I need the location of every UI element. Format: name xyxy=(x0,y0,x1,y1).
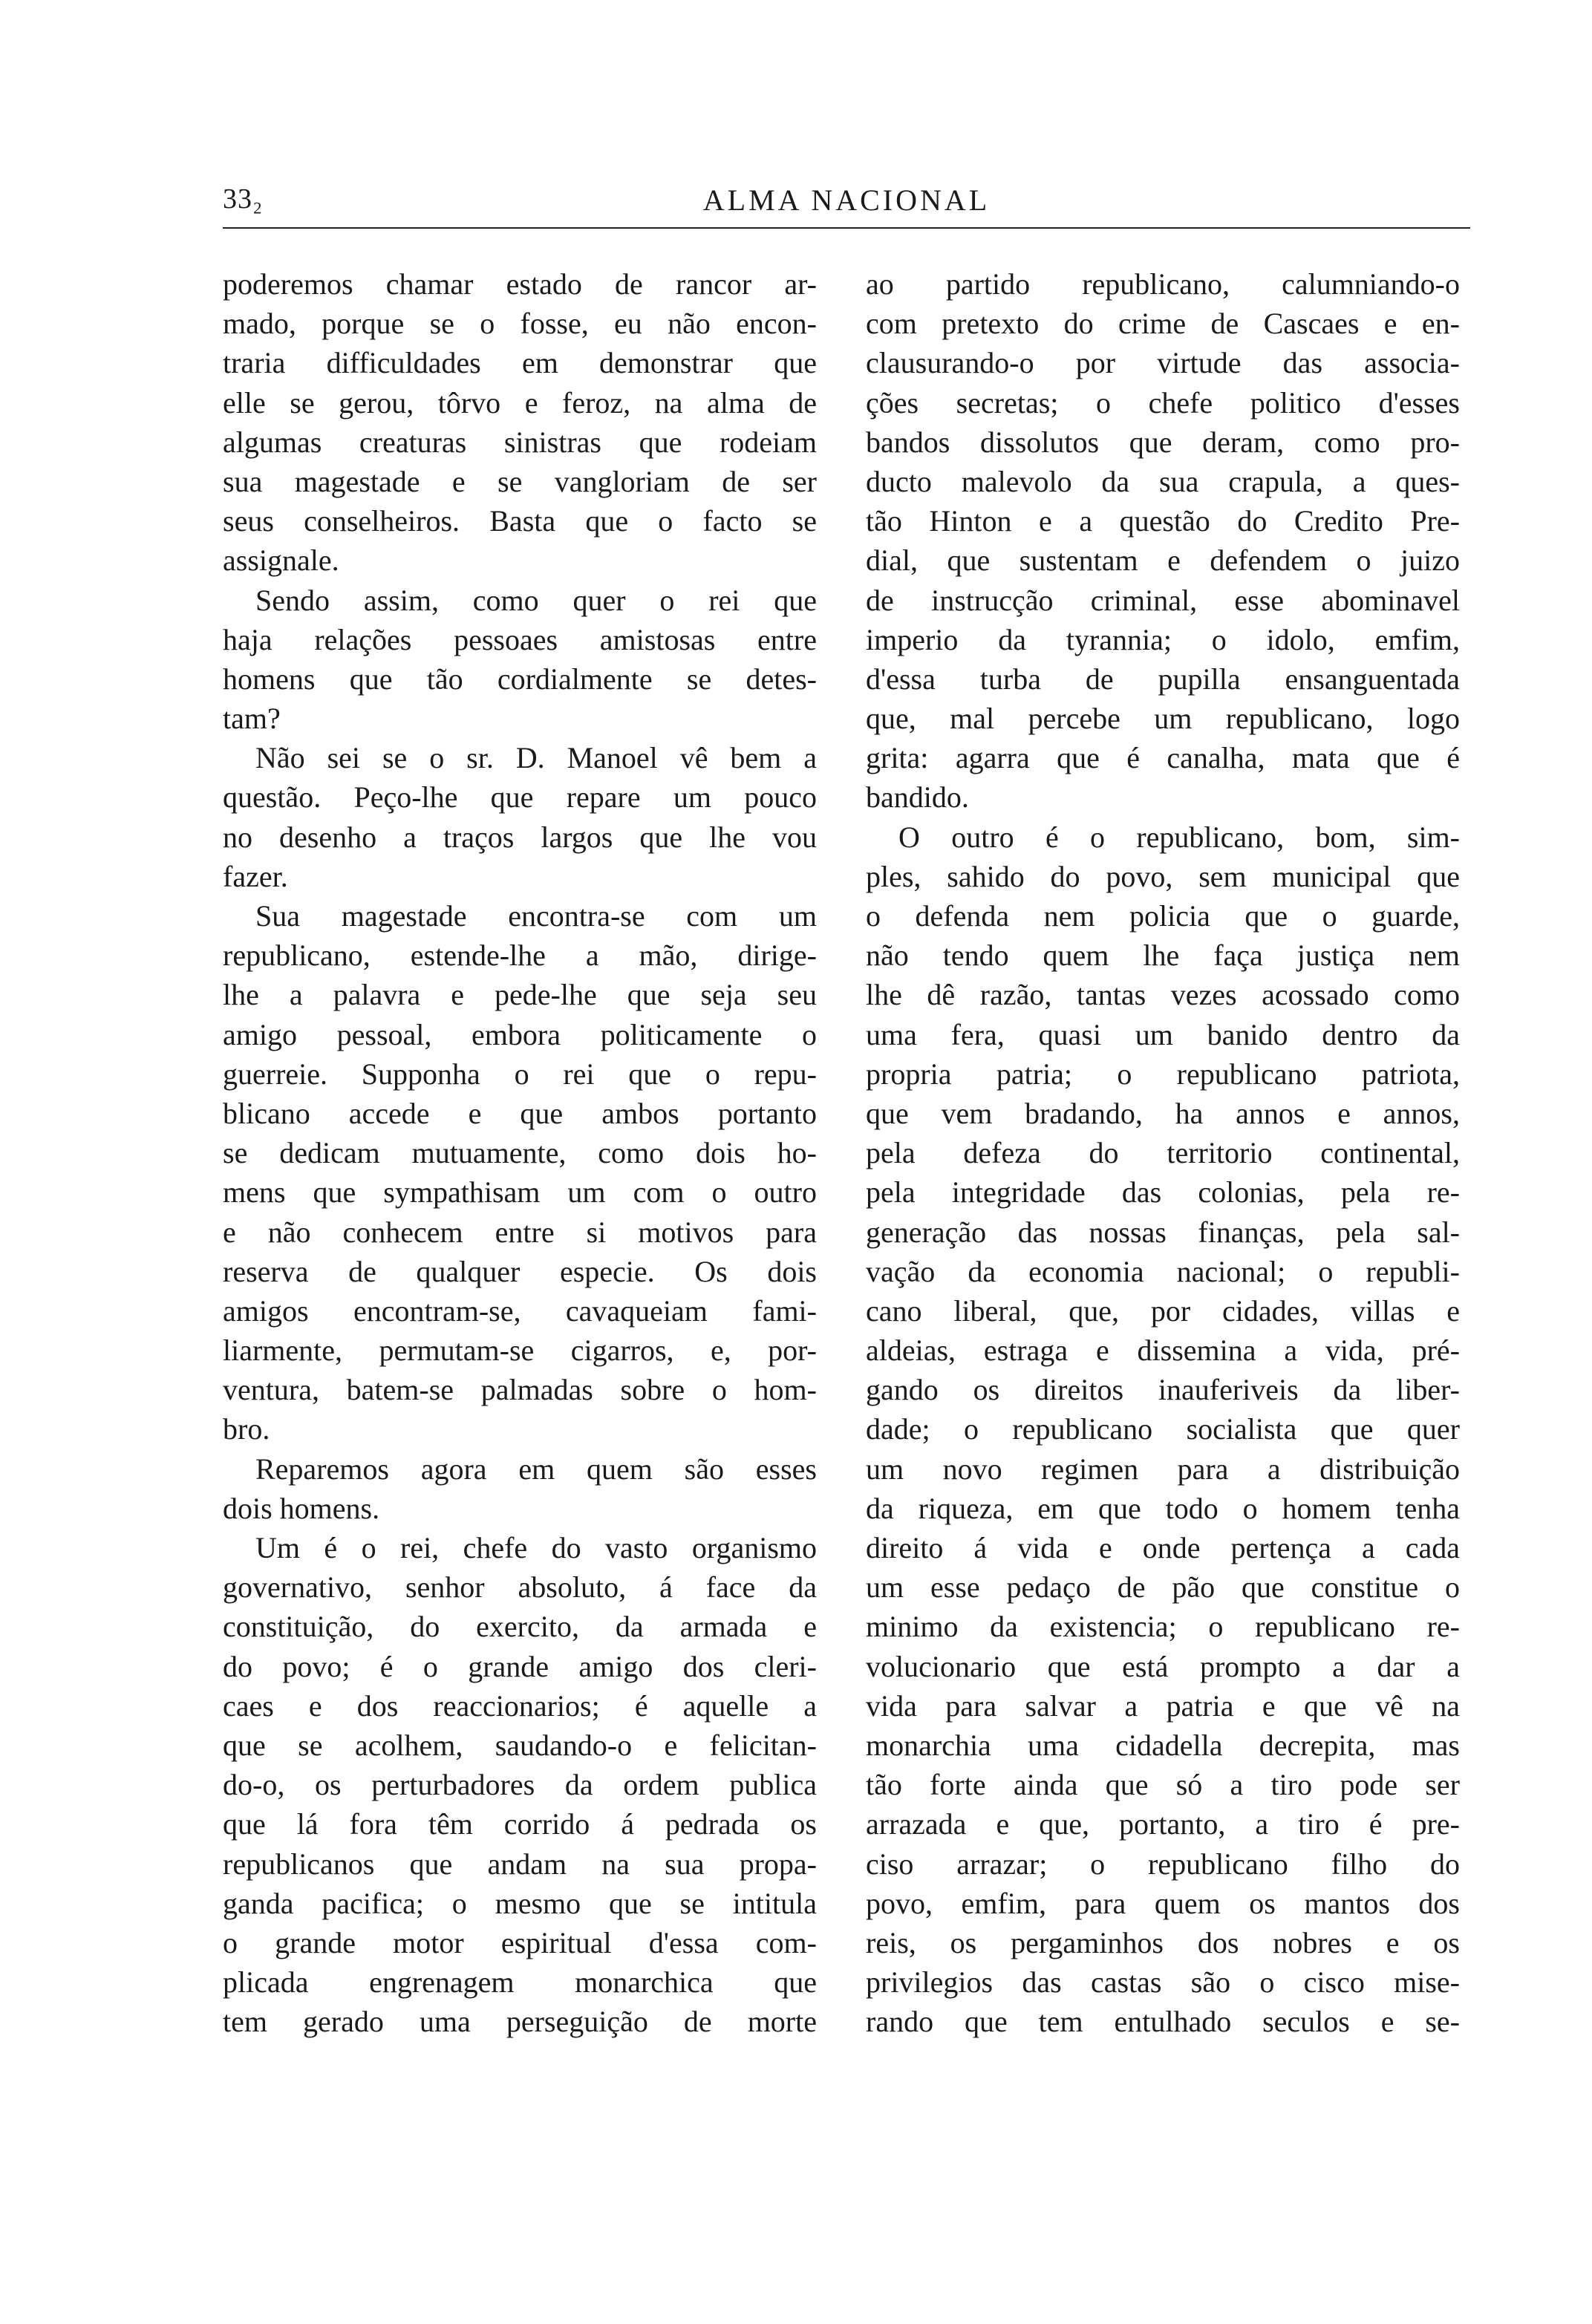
text-line: imperio da tyrannia; o idolo, emfim, xyxy=(866,622,1460,656)
text-line: guerreie. Supponha o rei que o repu- xyxy=(223,1057,817,1091)
text-line: pela defeza do territorio continental, xyxy=(866,1136,1460,1170)
text-line: clausurando-o por virtude das associa- xyxy=(866,346,1460,380)
text-line: grita: agarra que é canalha, mata que é xyxy=(866,741,1460,775)
text-line: Um é o rei, chefe do vasto organismo xyxy=(255,1531,817,1564)
text-line: dial, que sustentam e defendem o juizo xyxy=(866,544,1460,578)
text-line: tem gerado uma perseguição de morte xyxy=(223,2005,817,2039)
text-line: aldeias, estraga e dissemina a vida, pré- xyxy=(866,1334,1460,1368)
text-line: plicada engrenagem monarchica que xyxy=(223,1965,817,2000)
text-line: blicano accede e que ambos portanto xyxy=(223,1096,817,1130)
text-line: uma fera, quasi um banido dentro da xyxy=(866,1017,1460,1051)
text-line: lhe a palavra e pede-lhe que seja seu xyxy=(223,978,817,1012)
text-line: de instrucção criminal, esse abominavel xyxy=(866,583,1460,617)
text-line: haja relações pessoaes amistosas entre xyxy=(223,622,817,656)
left-column xyxy=(223,264,817,2041)
text-line: tam? xyxy=(223,702,281,736)
text-line: homens que tão cordialmente se detes- xyxy=(223,662,817,696)
text-line: amigo pessoal, embora politicamente o xyxy=(223,1017,817,1051)
text-line: pela integridade das colonias, pela re- xyxy=(866,1175,1460,1210)
text-line: se dedicam mutuamente, como dois ho- xyxy=(223,1136,817,1170)
text-line: Reparemos agora em quem são esses xyxy=(255,1452,817,1486)
text-line: governativo, senhor absoluto, á face da xyxy=(223,1570,817,1605)
text-line: arrazada e que, portanto, a tiro é pre- xyxy=(866,1807,1460,1841)
text-line: tão Hinton e a questão do Credito Pre- xyxy=(866,504,1460,538)
text-line: poderemos chamar estado de rancor ar- xyxy=(223,267,817,301)
text-line: que, mal percebe um republicano, logo xyxy=(866,702,1460,736)
text-line: com pretexto do crime de Cascaes e en- xyxy=(866,307,1460,341)
text-line: tão forte ainda que só a tiro pode ser xyxy=(866,1768,1460,1802)
text-line: elle se gerou, tôrvo e feroz, na alma de xyxy=(223,385,817,420)
text-line: mado, porque se o fosse, eu não encon- xyxy=(223,307,817,341)
text-line: não tendo quem lhe faça justiça nem xyxy=(866,939,1460,973)
text-line: seus conselheiros. Basta que o facto se xyxy=(223,504,817,538)
text-line: direito á vida e onde pertença a cada xyxy=(866,1531,1460,1564)
text-line: rando que tem entulhado seculos e se- xyxy=(866,2005,1460,2039)
text-line: lhe dê razão, tantas vezes acossado como xyxy=(866,978,1460,1012)
page-number: 33₂ xyxy=(223,183,264,215)
text-line: no desenho a traços largos que lhe vou xyxy=(223,820,817,854)
text-line: cano liberal, que, por cidades, villas e xyxy=(866,1293,1460,1328)
text-line: da riqueza, em que todo o homem tenha xyxy=(866,1491,1460,1525)
text-line: d'essa turba de pupilla ensanguentada xyxy=(866,662,1460,696)
text-line: liarmente, permutam-se cigarros, e, por- xyxy=(223,1334,817,1368)
text-line: sua magestade e se vangloriam de ser xyxy=(223,464,817,498)
text-line: constituição, do exercito, da armada e xyxy=(223,1610,817,1644)
text-line: reis, os pergaminhos dos nobres e os xyxy=(866,1925,1460,1959)
text-line: o grande motor espiritual d'essa com- xyxy=(223,1925,817,1959)
text-line: um novo regimen para a distribuição xyxy=(866,1452,1460,1486)
text-line: bro. xyxy=(223,1412,270,1446)
text-line: mens que sympathisam um com o outro xyxy=(223,1175,817,1210)
text-line: o defenda nem policia que o guarde, xyxy=(866,899,1460,933)
text-line: dade; o republicano socialista que quer xyxy=(866,1412,1460,1446)
text-line: vida para salvar a patria e que vê na xyxy=(866,1688,1460,1723)
text-line: que lá fora têm corrido á pedrada os xyxy=(223,1807,817,1841)
text-line: amigos encontram-se, cavaqueiam fami- xyxy=(223,1293,817,1328)
text-line: vação da economia nacional; o republi- xyxy=(866,1254,1460,1288)
text-line: fazer. xyxy=(223,859,288,893)
header-rule xyxy=(223,227,1470,229)
text-line: que vem bradando, ha annos e annos, xyxy=(866,1096,1460,1130)
text-line: questão. Peço-lhe que repare um pouco xyxy=(223,780,817,815)
text-line: povo, emfim, para quem os mantos dos xyxy=(866,1886,1460,1920)
text-line: ples, sahido do povo, sem municipal que xyxy=(866,859,1460,893)
text-line: monarchia uma cidadella decrepita, mas xyxy=(866,1728,1460,1762)
text-line: caes e dos reaccionarios; é aquelle a xyxy=(223,1688,817,1723)
text-line: O outro é o republicano, bom, sim- xyxy=(898,820,1460,854)
text-line: bandos dissolutos que deram, como pro- xyxy=(866,425,1460,459)
text-line: do povo; é o grande amigo dos cleri- xyxy=(223,1649,817,1683)
text-line: que se acolhem, saudando-o e felicitan- xyxy=(223,1728,817,1762)
text-line: generação das nossas finanças, pela sal- xyxy=(866,1215,1460,1249)
text-line: minimo da existencia; o republicano re- xyxy=(866,1610,1460,1644)
text-line: do-o, os perturbadores da ordem publica xyxy=(223,1768,817,1802)
text-line: ducto malevolo da sua crapula, a ques- xyxy=(866,464,1460,498)
text-line: privilegios das castas são o cisco mise- xyxy=(866,1965,1460,2000)
running-title: ALMA NACIONAL xyxy=(702,183,991,217)
text-line: ventura, batem-se palmadas sobre o hom- xyxy=(223,1373,817,1407)
text-line: e não conhecem entre si motivos para xyxy=(223,1215,817,1249)
text-line: um esse pedaço de pão que constitue o xyxy=(866,1570,1460,1605)
text-line: republicanos que andam na sua propa- xyxy=(223,1847,817,1881)
text-line: dois homens. xyxy=(223,1491,380,1525)
page-header xyxy=(223,183,1470,227)
text-line: traria difficuldades em demonstrar que xyxy=(223,346,817,380)
text-line: ções secretas; o chefe politico d'esses xyxy=(866,385,1460,420)
text-line: reserva de qualquer especie. Os dois xyxy=(223,1254,817,1288)
text-line: bandido. xyxy=(866,780,969,815)
text-line: propria patria; o republicano patriota, xyxy=(866,1057,1460,1091)
text-line: gando os direitos inauferiveis da liber- xyxy=(866,1373,1460,1407)
text-line: volucionario que está prompto a dar a xyxy=(866,1649,1460,1683)
text-line: Sendo assim, como quer o rei que xyxy=(255,583,817,617)
text-line: Não sei se o sr. D. Manoel vê bem a xyxy=(255,741,817,775)
right-column xyxy=(866,264,1460,2041)
text-line: assignale. xyxy=(223,544,339,578)
text-line: algumas creaturas sinistras que rodeiam xyxy=(223,425,817,459)
text-line: ganda pacifica; o mesmo que se intitula xyxy=(223,1886,817,1920)
text-line: ao partido republicano, calumniando-o xyxy=(866,267,1460,301)
text-line: Sua magestade encontra-se com um xyxy=(255,899,817,933)
text-line: republicano, estende-lhe a mão, dirige- xyxy=(223,939,817,973)
text-line: ciso arrazar; o republicano filho do xyxy=(866,1847,1460,1881)
